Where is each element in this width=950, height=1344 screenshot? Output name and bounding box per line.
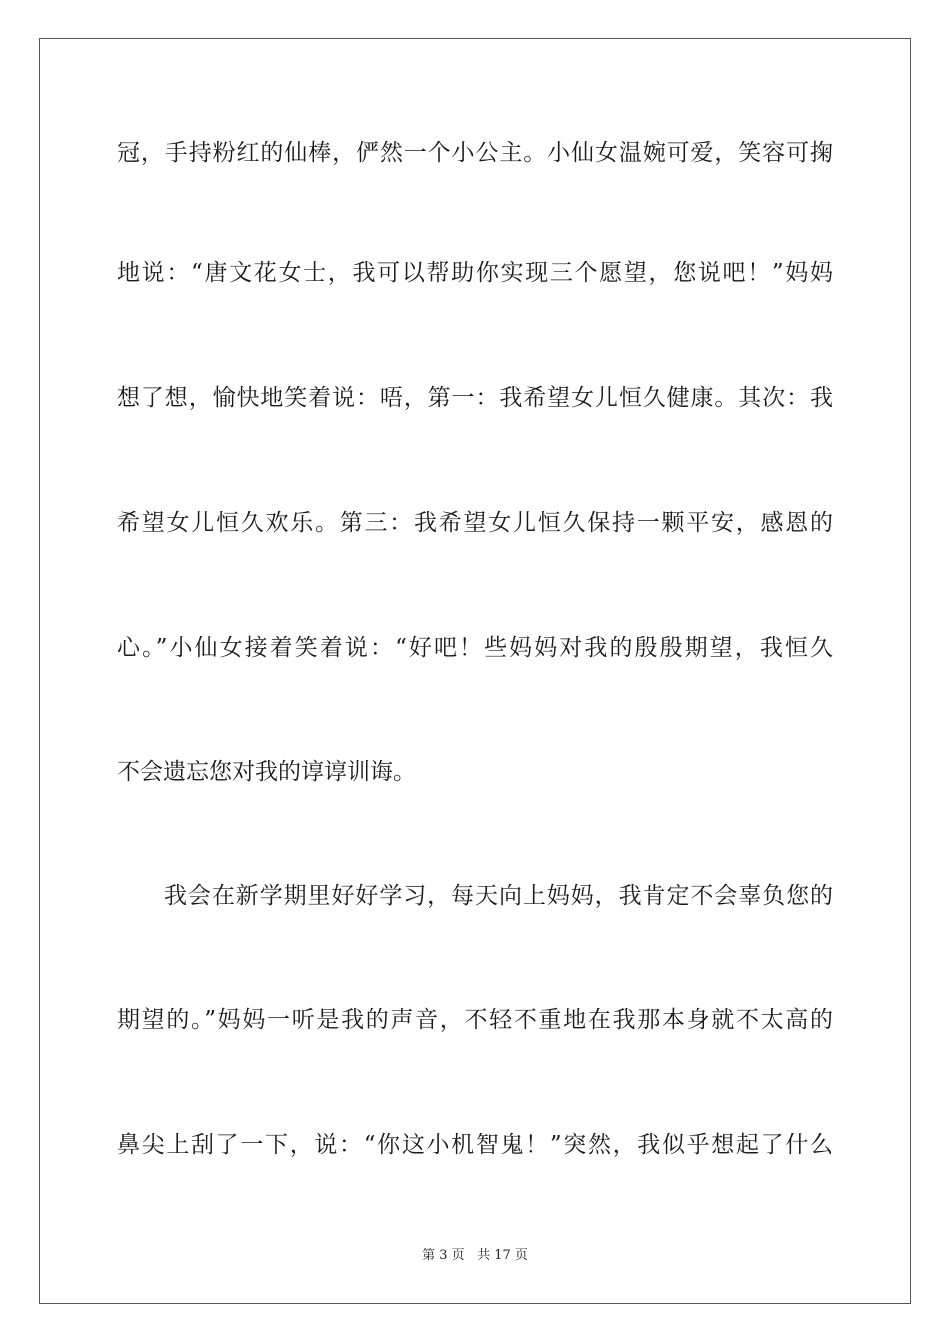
page-footer <box>0 1247 950 1265</box>
text-line-6: 不会遗忘您对我的谆谆训诲。 <box>117 759 416 785</box>
text-line-3: 想了想，愉快地笑着说：唔，第一：我希望女儿恒久健康。其次：我 <box>117 385 833 411</box>
text-line-9: 鼻尖上刮了一下，说：“你这小机智鬼！”突然，我似乎想起了什么 <box>117 1132 833 1158</box>
text-line-7: 我会在新学期里好好学习，每天向上妈妈，我肯定不会辜负您的 <box>164 883 833 909</box>
page-border <box>39 38 911 1304</box>
page-total: 共 17 页 <box>477 1248 528 1263</box>
text-line-4: 希望女儿恒久欢乐。第三：我希望女儿恒久保持一颗平安，感恩的 <box>117 510 833 536</box>
text-line-2: 地说：“唐文花女士，我可以帮助你实现三个愿望，您说吧！”妈妈 <box>117 260 833 286</box>
page-number: 第 3 页 <box>422 1248 465 1263</box>
text-line-8: 期望的。”妈妈一听是我的声音，不轻不重地在我那本身就不太高的 <box>117 1007 833 1033</box>
text-line-1: 冠，手持粉红的仙棒，俨然一个小公主。小仙女温婉可爱，笑容可掬 <box>117 140 833 166</box>
text-line-5: 心。”小仙女接着笑着说：“好吧！些妈妈对我的殷殷期望，我恒久 <box>117 635 833 661</box>
